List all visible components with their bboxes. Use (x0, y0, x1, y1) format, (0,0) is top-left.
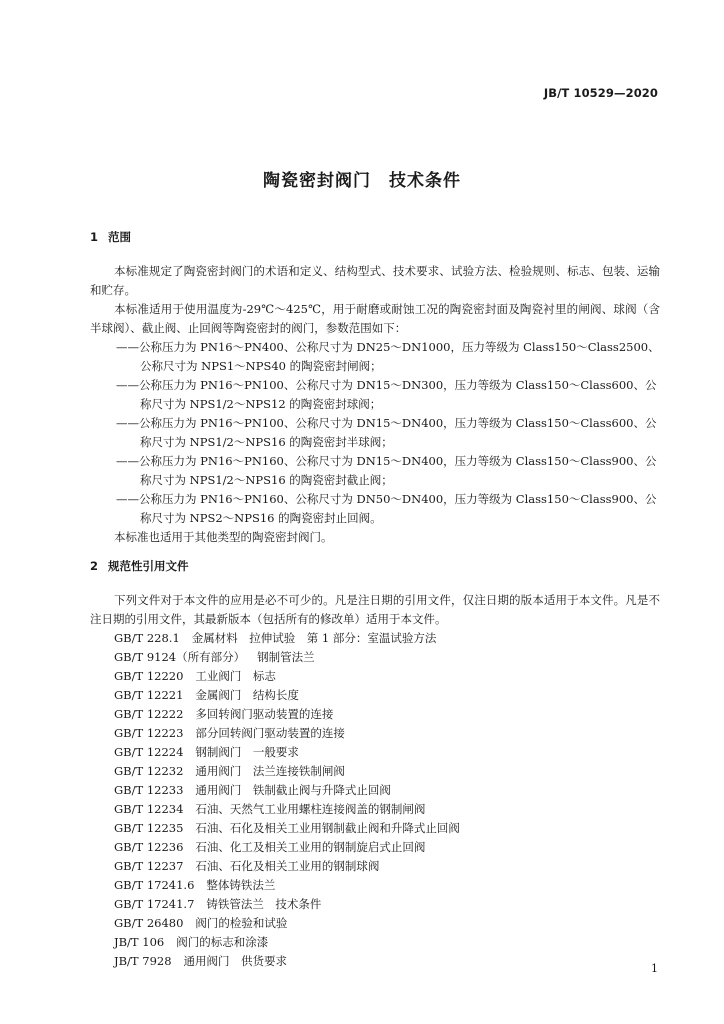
list-item: ——公称压力为 PN16～PN100、公称尺寸为 DN15～DN400，压力等级为 Class150～Class600、公称尺寸为 NPS1/2～NPS16 的陶瓷密封半球阀； (116, 416, 657, 449)
reference-code: GB/T 26480 (114, 916, 184, 930)
reference-title: 整体铸铁法兰 (206, 878, 276, 892)
reference-code: JB/T 7928 (114, 954, 172, 968)
list-item: ——公称压力为 PN16～PN160、公称尺寸为 DN50～DN400，压力等级为 Class150～Class900、公称尺寸为 NPS2～NPS16 的陶瓷密封止回阀。 (116, 492, 657, 525)
reference-code: GB/T 12220 (114, 669, 184, 683)
reference-title: 钢制管法兰 (257, 650, 315, 664)
reference-code: GB/T 12232 (114, 764, 184, 778)
reference-title: 钢制阀门 一般要求 (195, 745, 299, 759)
reference-title: 石油、石化及相关工业用钢制截止阀和升降式止回阀 (195, 821, 460, 835)
reference-title: 部分回转阀门驱动装置的连接 (195, 726, 345, 740)
reference-code: GB/T 12223 (114, 726, 184, 740)
reference-title: 通用阀门 铁制截止阀与升降式止回阀 (195, 783, 391, 797)
page-title: 陶瓷密封阀门 技术条件 (263, 171, 461, 191)
section-2-number: 2 (90, 559, 99, 573)
reference-code: GB/T 17241.7 (114, 897, 195, 911)
reference-code: GB/T 12221 (114, 688, 184, 702)
section-2-heading (90, 558, 189, 574)
reference-title: 金属阀门 结构长度 (195, 688, 299, 702)
list-item: ——公称压力为 PN16～PN160、公称尺寸为 DN15～DN400，压力等级为 Class150～Class900、公称尺寸为 NPS1/2～NPS16 的陶瓷密封截止阀； (116, 454, 657, 487)
section-1-heading (90, 229, 131, 245)
list-item (90, 857, 660, 876)
reference-code: GB/T 12237 (114, 859, 184, 873)
list-item (90, 648, 660, 667)
section-2-body (90, 591, 660, 629)
list-item (90, 819, 660, 838)
reference-code: JB/T 106 (114, 935, 165, 949)
list-item (90, 800, 660, 819)
list-item (90, 876, 660, 895)
standard-code: JB/T 10529—2020 (543, 86, 658, 100)
section-1-title: 范围 (108, 230, 131, 244)
list-item (90, 686, 660, 705)
list-item (90, 724, 660, 743)
reference-code: GB/T 9124（所有部分） (114, 650, 246, 664)
list-item (90, 762, 660, 781)
reference-code: GB/T 12222 (114, 707, 184, 721)
page-number: 1 (651, 962, 658, 975)
reference-code: GB/T 12233 (114, 783, 184, 797)
list-item (90, 838, 660, 857)
reference-code: GB/T 12234 (114, 802, 184, 816)
reference-title: 阀门的标志和涂漆 (176, 935, 269, 949)
reference-title: 金属材料 拉伸试验 第 1 部分：室温试验方法 (191, 631, 437, 645)
section-2-title: 规范性引用文件 (108, 559, 189, 573)
list-item (90, 895, 660, 914)
reference-title: 石油、石化及相关工业用的钢制球阀 (195, 859, 380, 873)
reference-title: 石油、化工及相关工业用的钢制旋启式止回阀 (195, 840, 426, 854)
reference-title: 石油、天然气工业用螺柱连接阀盖的钢制闸阀 (195, 802, 426, 816)
list-item (90, 914, 660, 933)
reference-code: GB/T 12224 (114, 745, 184, 759)
scope-paragraph: 本标准规定了陶瓷密封阀门的术语和定义、结构型式、技术要求、试验方法、检验规则、标志、包装、运输和贮存。 (90, 264, 660, 297)
reference-code: GB/T 17241.6 (114, 878, 195, 892)
list-item (90, 629, 660, 648)
section-1-number: 1 (90, 230, 99, 244)
list-item (90, 952, 660, 971)
list-item (90, 705, 660, 724)
other-types-paragraph: 本标准也适用于其他类型的陶瓷密封阀门。 (114, 530, 333, 544)
reference-title: 铸铁管法兰 技术条件 (206, 897, 322, 911)
list-item (90, 667, 660, 686)
reference-title: 多回转阀门驱动装置的连接 (195, 707, 334, 721)
normative-intro-paragraph: 下列文件对于本文件的应用是必不可少的。凡是注日期的引用文件，仅注日期的版本适用于本文件。凡是不注日期的引用文件，其最新版本（包括所有的修改单）适用于本文件。 (90, 593, 660, 626)
reference-code: GB/T 12235 (114, 821, 184, 835)
reference-title: 阀门的检验和试验 (195, 916, 288, 930)
reference-code: GB/T 228.1 (114, 631, 180, 645)
list-item (90, 781, 660, 800)
reference-title: 通用阀门 供货要求 (183, 954, 288, 968)
reference-title: 通用阀门 法兰连接铁制闸阀 (195, 764, 345, 778)
list-item (90, 743, 660, 762)
reference-code: GB/T 12236 (114, 840, 184, 854)
list-item: ——公称压力为 PN16～PN400、公称尺寸为 DN25～DN1000，压力等级为 Class150～Class2500、公称尺寸为 NPS1～NPS40 的陶瓷密封闸阀； (116, 340, 660, 373)
reference-title: 工业阀门 标志 (195, 669, 276, 683)
list-item (90, 933, 660, 952)
reference-list (90, 629, 660, 971)
section-1-body (90, 262, 660, 547)
list-item: ——公称压力为 PN16～PN100、公称尺寸为 DN15～DN300，压力等级为 Class150～Class600、公称尺寸为 NPS1/2～NPS12 的陶瓷密封球阀； (116, 378, 657, 411)
applicability-paragraph: 本标准适用于使用温度为-29℃～425℃，用于耐磨或耐蚀工况的陶瓷密封面及陶瓷衬里的闸阀、球阀（含半球阀）、截止阀、止回阀等陶瓷密封的阀门，参数范围如下： (90, 302, 660, 335)
